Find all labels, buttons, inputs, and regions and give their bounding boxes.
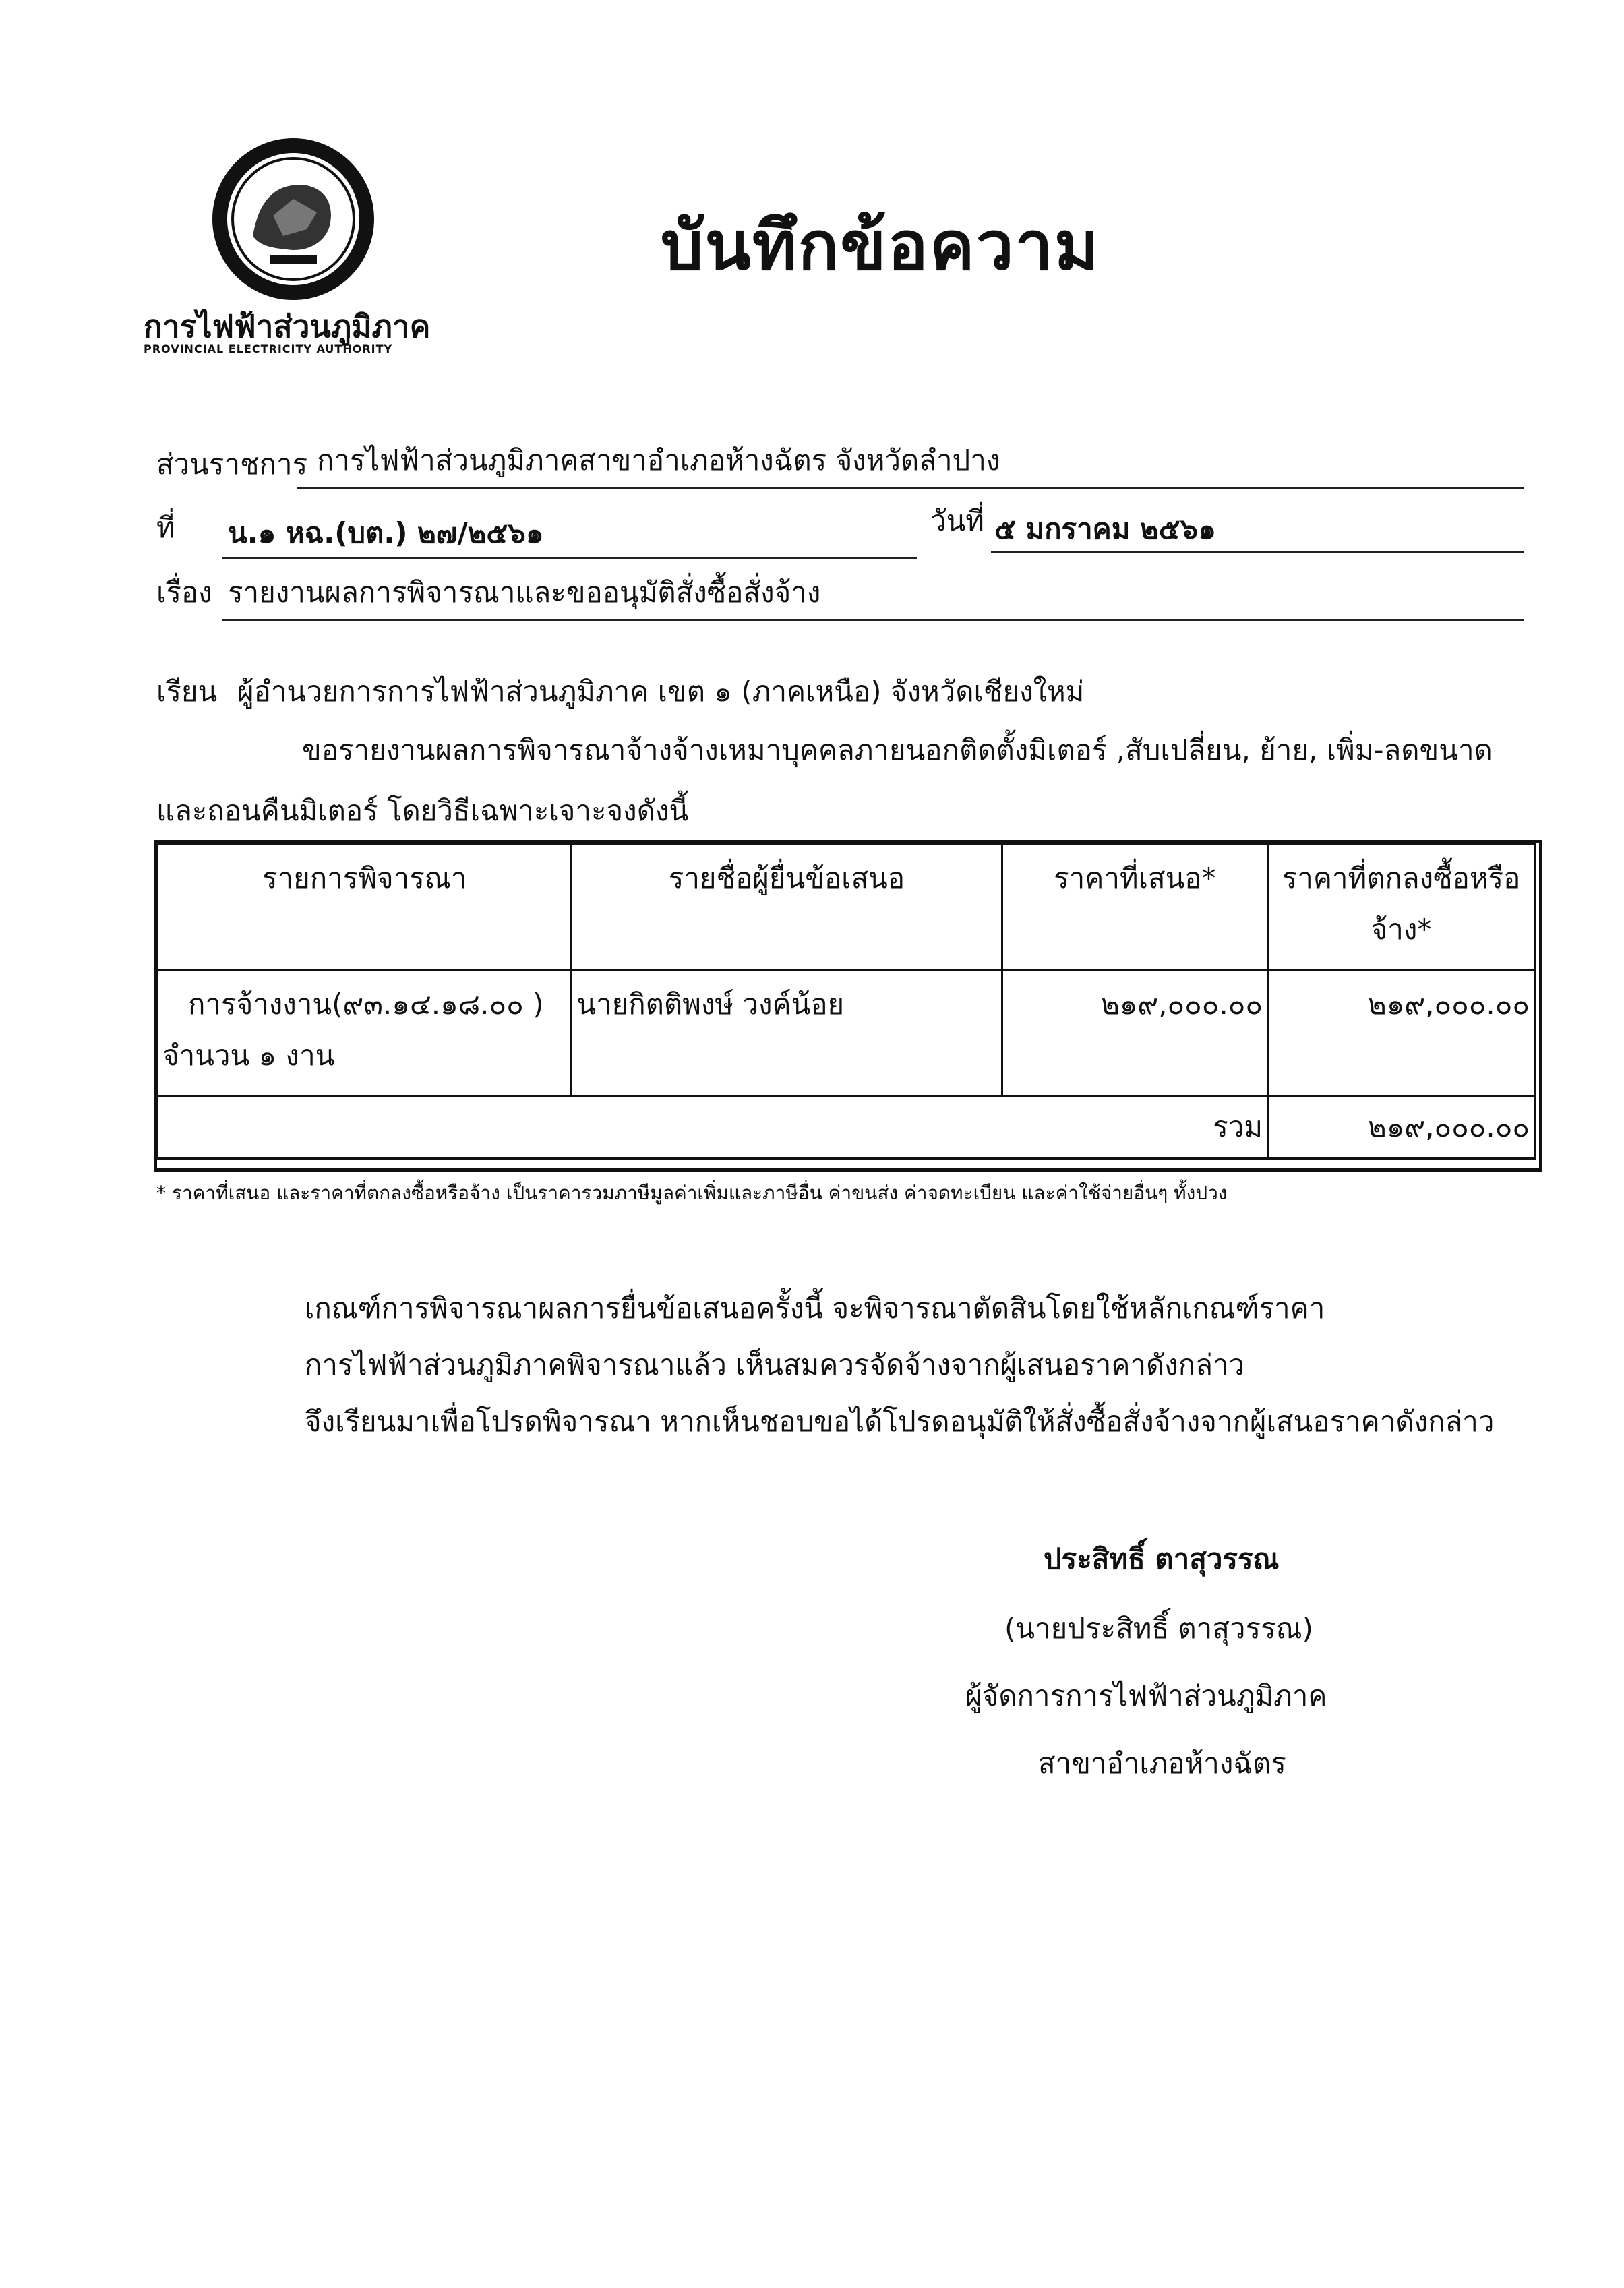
ref-underline [222,557,917,559]
item-line-2: จำนวน ๑ งาน [162,1038,335,1072]
table-header-row [158,844,1535,970]
bid-table [156,843,1536,1160]
item-line-1: การจ้างงาน(๙๓.๑๔.๑๘.๐๐ ) [188,988,544,1021]
salutation-value: ผู้อำนวยการการไฟฟ้าส่วนภูมิภาค เขต ๑ (ภาคเหนือ) จังหวัดเชียงใหม่ [237,675,1085,708]
signer-branch: สาขาอำเภอห้างฉัตร [1038,1747,1286,1780]
ref-label: ที่ [156,511,175,544]
total-label: รวม [158,1096,1268,1159]
intro-line-1: ขอรายงานผลการพิจารณาจ้างจ้างเหมาบุคคลภายนอกติดตั้งมิเตอร์ ,สับเปลี่ยน, ย้าย, เพิ่ม-ลดขนาด [302,733,1493,766]
bidder-cell: นายกิตติพงษ์ วงค์น้อย [572,970,1002,1096]
dept-underline [297,487,1524,489]
pea-emblem-icon [206,135,381,303]
col-header-agreed-price [1268,844,1535,970]
subject-value: รายงานผลการพิจารณาและขออนุมัติสั่งซื้อสั่งจ้าง [228,576,821,609]
conclusion-line-1: เกณฑ์การพิจารณาผลการยื่นข้อเสนอครั้งนี้ จะพิจารณาตัดสินโดยใช้หลักเกณฑ์ราคา [305,1292,1325,1325]
subject-underline [222,619,1524,621]
date-underline [991,551,1524,553]
date-label: วันที่ [930,504,984,537]
total-value: ๒๑๙,๐๐๐.๐๐ [1268,1096,1535,1159]
subject-label: เรื่อง [156,576,212,609]
org-name-thai: การไฟฟ้าส่วนภูมิภาค [144,308,431,344]
document-title: บันทึกข้อความ [661,206,1100,285]
col-header-offer-price: ราคาที่เสนอ* [1002,844,1268,970]
signer-full-name: (นายประสิทธิ์ ตาสุวรรณ) [1004,1612,1313,1645]
dept-label: ส่วนราชการ [156,448,308,481]
col-header-bidder: รายชื่อผู้ยื่นข้อเสนอ [572,844,1002,970]
salutation-label: เรียน [156,675,218,708]
conclusion-line-3: จึงเรียนมาเพื่อโปรดพิจารณา หากเห็นชอบขอได้โปรดอนุมัติให้สั่งซื้อสั่งจ้างจากผู้เสนอราคาดังกล่าว [305,1405,1495,1438]
date-value: ๕ มกราคม ๒๕๖๑ [994,512,1216,545]
agreed-price-cell: ๒๑๙,๐๐๐.๐๐ [1268,970,1535,1096]
signer-position: ผู้จัดการการไฟฟ้าส่วนภูมิภาค [965,1679,1327,1712]
ref-value: น.๑ หฉ.(บต.) ๒๗/๒๕๖๑ [228,516,544,549]
dept-value: การไฟฟ้าส่วนภูมิภาคสาขาอำเภอห้างฉัตร จังหวัดลำปาง [317,444,1000,477]
table-footnote: * ราคาที่เสนอ และราคาที่ตกลงซื้อหรือจ้าง เป็นราคารวมภาษีมูลค่าเพิ่มและภาษีอื่น ค่าขนส่ง ค่าจดทะเบียน และค่าใช้จ่ายอื่นๆ ทั้งปวง [156,1182,1228,1204]
org-name-english: PROVINCIAL ELECTRICITY AUTHORITY [144,342,393,355]
col-header-item: รายการพิจารณา [158,844,572,970]
table-total-row [158,1096,1535,1159]
signer-name: ประสิทธิ์ ตาสุวรรณ [1044,1542,1280,1575]
conclusion-line-2: การไฟฟ้าส่วนภูมิภาคพิจารณาแล้ว เห็นสมควรจัดจ้างจากผู้เสนอราคาดังกล่าว [305,1348,1245,1381]
table-row [158,970,1535,1096]
col-header-agreed-price-text: ราคาที่ตกลงซื้อหรือจ้าง* [1282,862,1521,946]
intro-line-2: และถอนคืนมิเตอร์ โดยวิธีเฉพาะเจาะจงดังนี้ [156,794,689,827]
item-cell [158,970,572,1096]
offer-price-cell: ๒๑๙,๐๐๐.๐๐ [1002,970,1268,1096]
